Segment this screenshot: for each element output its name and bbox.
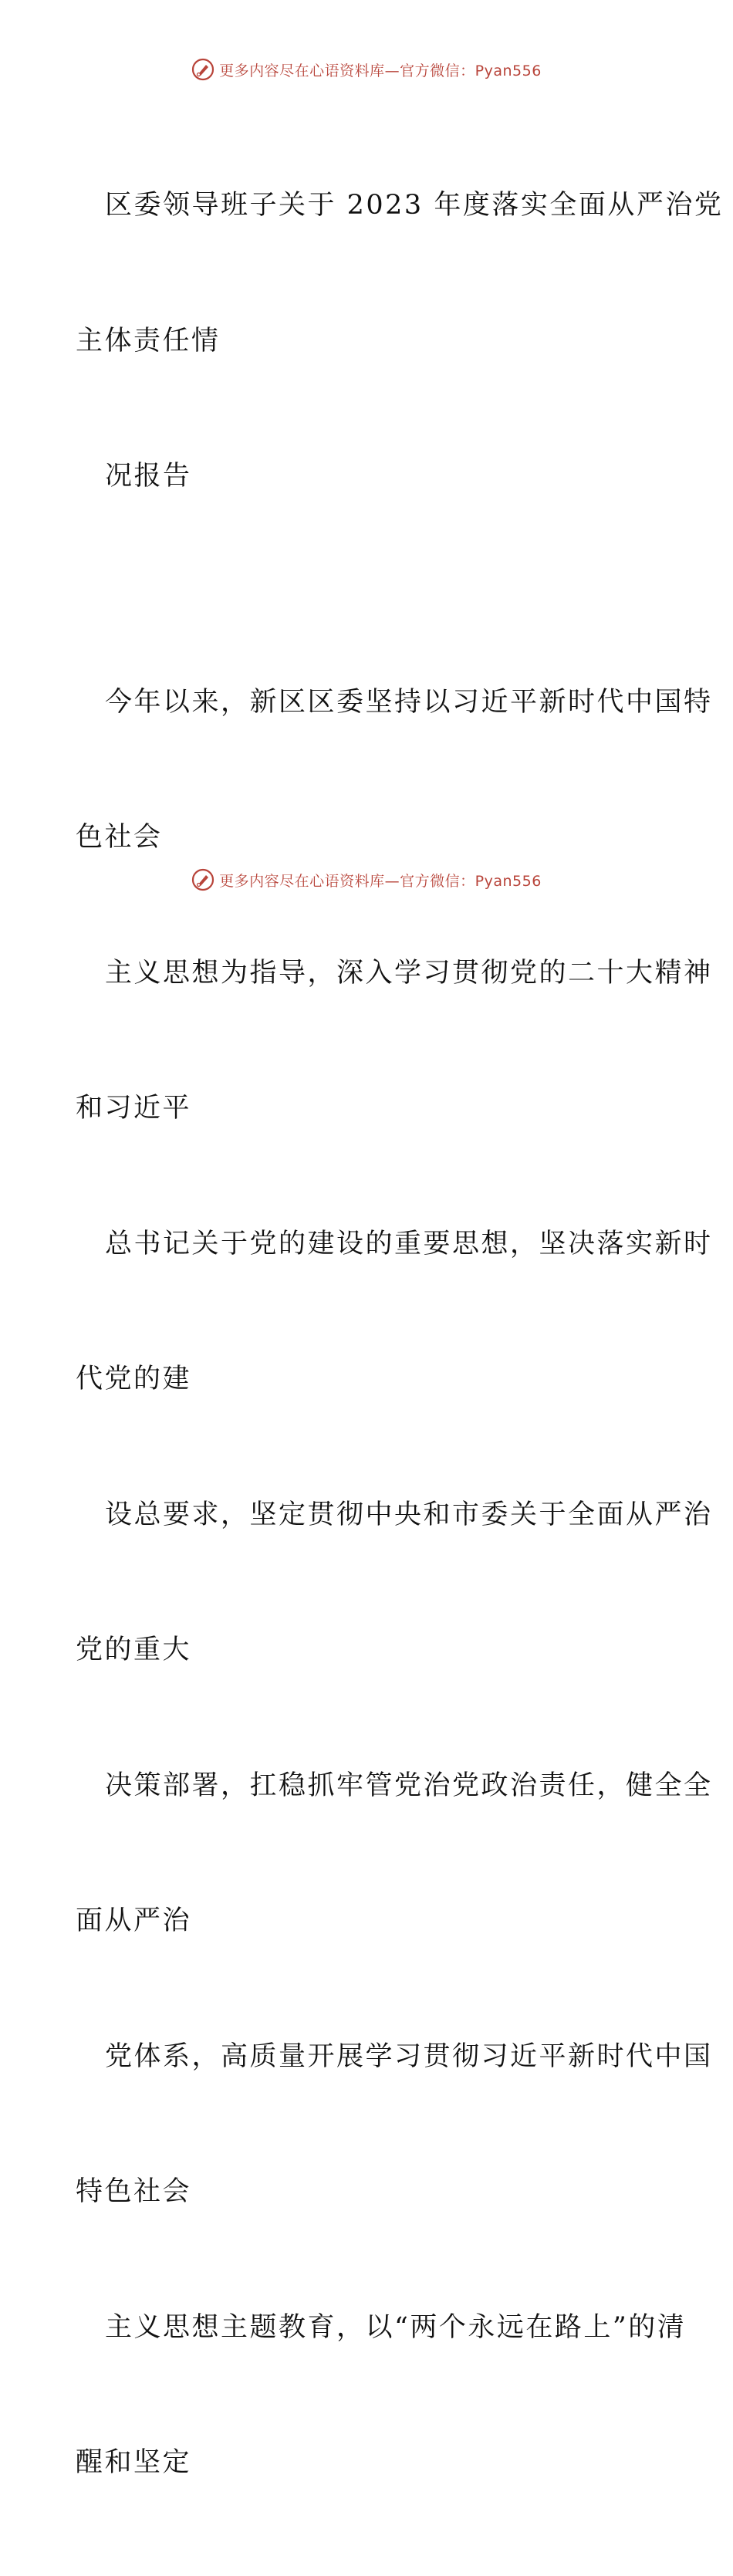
text-line: 今年以来，新区区委坚持以习近平新时代中国特 [105,686,713,718]
footer-watermark-banner [0,866,733,894]
text-line: 特色社会 [76,2176,192,2207]
document-title [76,93,724,590]
text-line: 决策部署，扛稳抓牢管党治党政治责任，健全全 [105,1770,713,1801]
text-line: 和习近平 [76,1093,192,1124]
text-line: 总书记关于党的建设的重要思想，坚决落实新时 [105,1228,713,1259]
pen-nib-seal-icon [191,868,214,891]
text-line: 设总要求，坚定贯彻中央和市委关于全面从严治 [105,1499,713,1530]
header-watermark-text: 更多内容尽在心语资料库—官方微信：Pyan556 [219,62,542,79]
text-line: 主义思想主题教育，以“两个永远在路上”的清 [105,2311,687,2343]
text-line: 党体系，高质量开展学习贯彻习近平新时代中国 [105,2040,713,2072]
pen-nib-seal-icon [191,58,214,81]
text-line: 区委领导班子关于 2023 年度落实全面从严治党 [105,190,724,221]
text-line: 党的重大 [76,1635,192,1665]
text-line: 醒和坚定 [76,2447,192,2478]
footer-watermark-text: 更多内容尽在心语资料库—官方微信：Pyan556 [219,872,542,890]
text-line: 面从严治 [76,1905,192,1936]
text-line: 代党的建 [76,1364,192,1394]
text-line: 主体责任情 [76,325,221,357]
text-line: 色社会 [76,822,163,853]
header-watermark-banner [0,56,733,83]
text-line: 主义思想为指导，深入学习贯彻党的二十大精神 [105,957,713,989]
text-line: 况报告 [105,461,192,492]
document-body [76,93,724,2576]
